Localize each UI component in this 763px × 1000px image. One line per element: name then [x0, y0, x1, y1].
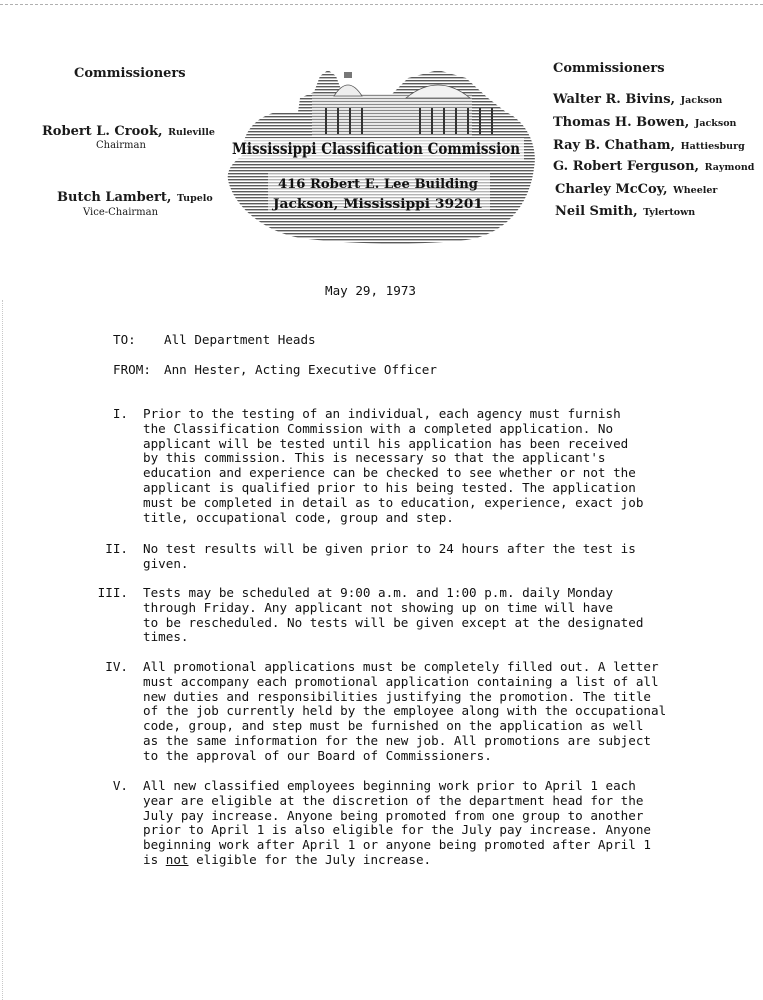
commissioner-mccoy: Charley McCoy, Wheeler	[555, 182, 718, 197]
section-2-text: No test results will be given prior to 24 hours after the test is given.	[143, 541, 636, 571]
section-2-number: II.	[105, 541, 128, 556]
commissioner-ferguson: G. Robert Ferguson, Raymond	[553, 159, 755, 174]
section-4-text: All promotional applications must be completely filled out. A letter must accompany each promotional application containing a list of all new duties and responsibilities justifying the promotion. The title of the job currently held by the employee along with the occupational code, group, and step must be furnished on the application as well as the same information for the new job. All promotions are subject to the approval of our Board of Commissioners.	[143, 659, 667, 763]
section-5-number: V.	[112, 778, 128, 793]
section-5-text: All new classified employees beginning work prior to April 1 each year are eligible at the discretion of the department head for the July pay increase. Anyone being promoted from one group to another prior to April 1 is also eligible for the July pay increase. Anyone beginning work after April 1 or anyone being promoted after April 1 is not eligible for the July increase.	[143, 778, 651, 867]
commissioner-bivins: Walter R. Bivins, Jackson	[553, 92, 723, 107]
seal-address-line2: Jackson, Mississippi 39201	[271, 197, 483, 212]
commissioner-lambert: Butch Lambert, Tupelo	[57, 190, 213, 205]
commission-seal	[216, 68, 541, 246]
emphasis-not: not	[165, 851, 189, 867]
from-value: Ann Hester, Acting Executive Officer	[164, 362, 437, 377]
section-3-text: Tests may be scheduled at 9:00 a.m. and 1:00 p.m. daily Monday through Friday. Any applicant not showing up on time will have to be rescheduled. No tests will be given except at the designated times.	[143, 585, 644, 645]
section-1-text: Prior to the testing of an individual, each agency must furnish the Classification Commission with a completed application. No applicant will be tested until his application has been received by this commission. This is necessary so that the applicant's education and experience can be checked to see whether or not the applicant is qualified prior to his being tested. The application must be completed in detail as to education, experience, exact job title, occupational code, group and step.	[143, 406, 644, 525]
commissioner-crook: Robert L. Crook, Ruleville	[42, 124, 215, 139]
seal-address-line1: 416 Robert E. Lee Building	[278, 177, 478, 192]
commissioner-chatham: Ray B. Chatham, Hattiesburg	[553, 138, 745, 153]
commissioner-bowen: Thomas H. Bowen, Jackson	[553, 115, 737, 130]
right-commissioners-heading: Commissioners	[553, 61, 665, 76]
section-1-number: I.	[112, 406, 128, 421]
commissioner-lambert-role: Vice-Chairman	[83, 207, 159, 218]
to-label: TO:	[113, 332, 136, 347]
section-4-number: IV.	[105, 659, 128, 674]
section-3-number: III.	[97, 585, 128, 600]
seal-title: Mississippi Classification Commission	[232, 139, 521, 158]
to-value: All Department Heads	[164, 332, 316, 347]
page-edge-line	[0, 4, 763, 5]
from-label: FROM:	[113, 362, 151, 377]
memo-date: May 29, 1973	[325, 283, 416, 298]
commissioner-crook-role: Chairman	[96, 140, 146, 151]
commissioner-smith: Neil Smith, Tylertown	[555, 204, 696, 219]
page-margin-line	[2, 300, 3, 1000]
left-commissioners-heading: Commissioners	[74, 66, 186, 81]
